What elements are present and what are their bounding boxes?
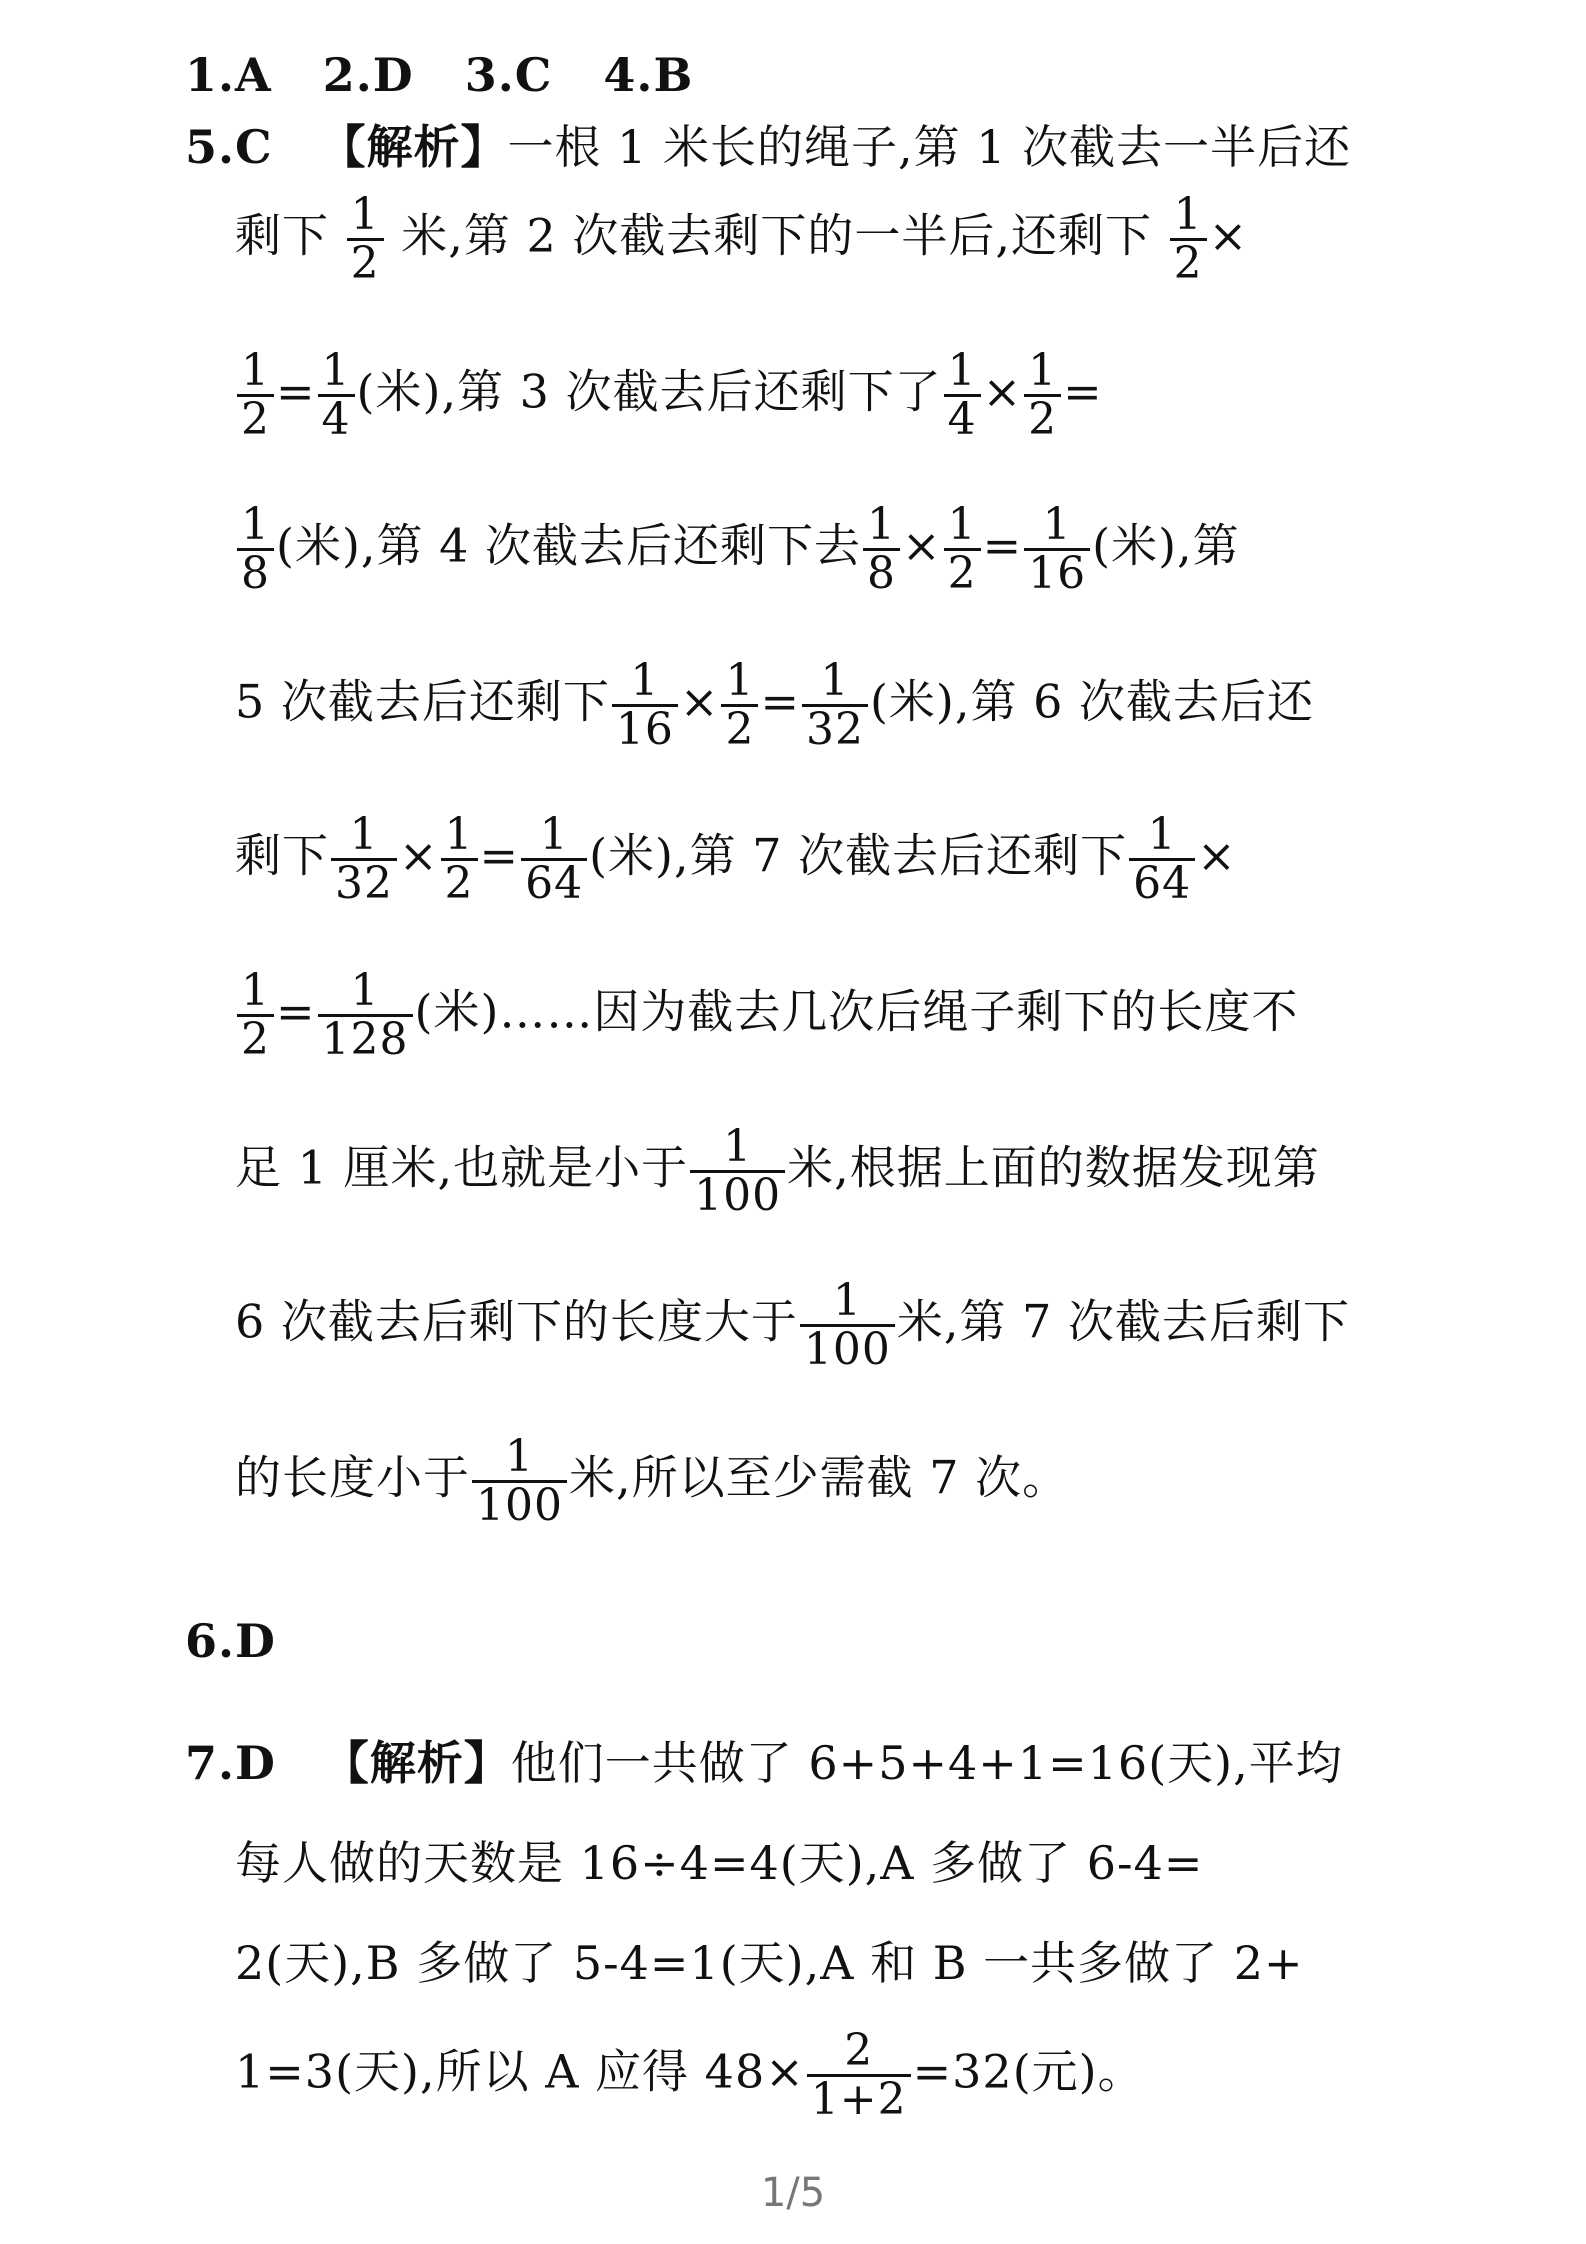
q5-text: (米),第 3 次截去后还剩下了: [356, 364, 942, 419]
q5-text: 5 次截去后还剩下: [235, 674, 610, 729]
q5-text: 剩下: [235, 208, 329, 263]
fraction: $\frac{1}{2}$: [1024, 348, 1061, 443]
q7-line-4: [235, 2025, 1145, 2126]
q5-line-4: [235, 499, 1240, 600]
q5-text: (米)……因为截去几次后绳子剩下的长度不: [414, 984, 1299, 1039]
q5-line-8: [235, 1121, 1320, 1222]
q5-text: =: [760, 674, 800, 729]
q5-line-3: [235, 345, 1103, 446]
fraction: $\frac{1}{2}$: [944, 502, 981, 597]
q5-text: 米,根据上面的数据发现第: [787, 1140, 1320, 1195]
fraction: $\frac{1}{4}$: [318, 348, 355, 443]
answer-4: 4.B: [603, 48, 694, 102]
q5-text: =: [479, 828, 520, 883]
q7-analysis-tag: 【解析】: [322, 1736, 511, 1790]
fraction: $\frac{1}{100}$: [472, 1434, 567, 1529]
q5-line-9: [235, 1275, 1351, 1376]
q5-text: ×: [679, 674, 720, 729]
q5-text: (米),第 7 次截去后还剩下: [589, 828, 1128, 883]
q5-line-5: [235, 655, 1315, 756]
q5-text: 剩下: [235, 828, 329, 883]
fraction: $\frac{1}{8}$: [237, 502, 274, 597]
answer-1: 1.A: [185, 48, 272, 102]
q5-text: 米,所以至少需截 7 次。: [568, 1450, 1070, 1505]
q7-line-1: [185, 1736, 1343, 1790]
q7-text: 1=3(天),所以 A 应得 48×: [235, 2044, 805, 2099]
fraction: $\frac{1}{8}$: [863, 502, 900, 597]
answers-row: [185, 48, 694, 102]
fraction: $\frac{1}{2}$: [441, 812, 478, 907]
q5-line-6: [235, 809, 1237, 910]
q5-line-10: [235, 1431, 1070, 1532]
answer-2: 2.D: [322, 48, 414, 102]
fraction: $\frac{1}{2}$: [347, 192, 384, 287]
fraction: $\frac{1}{2}$: [237, 348, 274, 443]
q5-text: ×: [982, 364, 1023, 419]
q5-text: 一根 1 米长的绳子,第 1 次截去一半后还: [507, 120, 1352, 174]
fraction: $\frac{1}{2}$: [237, 968, 274, 1063]
q7-line-2: [235, 1836, 1204, 1890]
q5-text: 米,第 7 次截去后剩下: [896, 1294, 1351, 1349]
q7-line-3: [235, 1936, 1304, 1990]
q5-line-1: [185, 120, 1352, 174]
q5-text: 足 1 厘米,也就是小于: [235, 1140, 689, 1195]
page-indicator: 1/5: [760, 2170, 826, 2216]
q5-text: ×: [1208, 208, 1249, 263]
q5-text: (米),第 6 次截去后还: [869, 674, 1315, 729]
q5-line-7: [235, 965, 1299, 1066]
q5-text: 6 次截去后剩下的长度大于: [235, 1294, 798, 1349]
q5-text: ×: [399, 828, 439, 883]
fraction: $\frac{1}{64}$: [521, 812, 587, 907]
fraction: $\frac{1}{2}$: [721, 658, 758, 753]
fraction: $\frac{1}{128}$: [318, 968, 413, 1063]
q5-text: ×: [902, 518, 942, 573]
q5-text: (米),第: [1092, 518, 1240, 573]
q5-text: 米,第 2 次截去剩下的一半后,还剩下: [401, 208, 1153, 263]
q5-text: =: [1063, 364, 1103, 419]
fraction: $\frac{1}{32}$: [802, 658, 868, 753]
fraction: $\frac{1}{100}$: [690, 1124, 785, 1219]
q5-analysis-tag: 【解析】: [319, 120, 508, 174]
q5-text: =: [276, 984, 316, 1039]
fraction: $\frac{1}{2}$: [1170, 192, 1207, 287]
q5-number: 5.C: [185, 120, 273, 174]
q7-text: 他们一共做了 6+5+4+1=16(天),平均: [510, 1736, 1343, 1790]
q5-text: 的长度小于: [235, 1450, 470, 1505]
fraction: $\frac{1}{64}$: [1129, 812, 1195, 907]
q5-text: ×: [1197, 828, 1237, 883]
q5-line-2: [235, 189, 1249, 290]
fraction: $\frac{1}{4}$: [944, 348, 981, 443]
q7-text: 2(天),B 多做了 5-4=1(天),A 和 B 一共多做了 2+: [235, 1936, 1304, 1990]
q6-line: [185, 1614, 276, 1668]
fraction: $\frac{1}{16}$: [612, 658, 678, 753]
fraction: $\frac{1}{16}$: [1024, 502, 1090, 597]
answer-3: 3.C: [464, 48, 553, 102]
q7-number: 7.D: [185, 1736, 276, 1790]
fraction: $\frac{1}{32}$: [331, 812, 397, 907]
q7-text: =32(元)。: [912, 2044, 1145, 2099]
q6-number: 6.D: [185, 1614, 276, 1668]
fraction: $\frac{2}{1+2}$: [807, 2028, 911, 2123]
q5-text: (米),第 4 次截去后还剩下去: [276, 518, 862, 573]
q5-text: =: [276, 364, 316, 419]
q7-text: 每人做的天数是 16÷4=4(天),A 多做了 6-4=: [235, 1836, 1204, 1890]
q5-text: =: [982, 518, 1023, 573]
fraction: $\frac{1}{100}$: [800, 1278, 895, 1373]
